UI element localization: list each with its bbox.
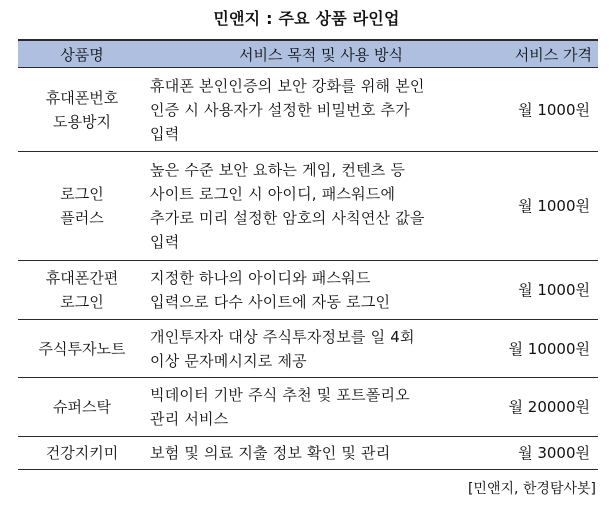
product-name-cell (18, 261, 146, 320)
service-price-cell: 월 1000원 (496, 261, 598, 320)
product-name-line: 로그인 (60, 185, 104, 203)
product-name-cell (18, 152, 146, 261)
table-title: 민앤지 : 주요 상품 라인업 (213, 9, 400, 28)
source-credit: [민앤지, 한경탐사봇] (467, 481, 596, 497)
table-row (18, 320, 598, 378)
table-row (18, 152, 598, 261)
header-row (18, 40, 598, 68)
description-line: 빅데이터 기반 주식 추천 및 포트폴리오 (150, 386, 410, 404)
table-row (18, 437, 598, 470)
product-name-cell (18, 378, 146, 437)
description-line: 관리 서비스 (150, 410, 229, 428)
description-line: 인증 시 사용자가 설정한 비밀번호 추가 (150, 100, 410, 119)
product-name-line: 건강지키미 (45, 444, 119, 462)
product-lineup-table (18, 39, 598, 470)
description-line: 사이트 로그인 시 아이디, 패스워드에 (150, 185, 396, 203)
service-price-cell: 월 10000원 (496, 320, 598, 378)
product-name-line: 플러스 (60, 209, 104, 227)
description-line: 이상 문자메시지로 제공 (150, 351, 307, 370)
description-line: 입력 (150, 124, 180, 143)
description-line: 개인투자자 대상 주식투자정보를 일 4회 (150, 327, 415, 346)
table-row (18, 378, 598, 437)
product-name-cell (18, 68, 146, 152)
description-line: 입력 (150, 233, 180, 251)
header-service-description: 서비스 목적 및 사용 방식 (146, 40, 496, 68)
header-product-name: 상품명 (18, 40, 146, 68)
product-name-line: 로그인 (60, 293, 104, 311)
description-line: 휴대폰 본인인증의 보안 강화를 위해 본인 (150, 76, 425, 95)
table-row (18, 261, 598, 320)
product-name-line: 주식투자노트 (38, 339, 126, 358)
description-line: 추가로 미리 설정한 암호의 사칙연산 값을 (150, 209, 425, 227)
product-name-line: 휴대폰번호 (45, 88, 119, 107)
product-name-line: 도용방지 (53, 112, 111, 131)
product-name-cell (18, 320, 146, 378)
service-description-cell (146, 68, 496, 152)
header-service-price: 서비스 가격 (496, 40, 598, 68)
description-line: 높은 수준 보안 요하는 게임, 컨텐츠 등 (150, 161, 406, 179)
table-row (18, 68, 598, 152)
service-description-cell (146, 437, 496, 470)
service-price-cell: 월 20000원 (496, 378, 598, 437)
product-name-cell (18, 437, 146, 470)
description-line: 보험 및 의료 지출 정보 확인 및 관리 (150, 444, 391, 462)
service-price-cell: 월 1000원 (496, 152, 598, 261)
service-price-cell: 월 3000원 (496, 437, 598, 470)
service-price-cell: 월 1000원 (496, 68, 598, 152)
description-line: 지정한 하나의 아이디와 패스워드 (150, 269, 371, 287)
service-description-cell (146, 378, 496, 437)
product-name-line: 슈퍼스탁 (53, 398, 111, 416)
product-name-line: 휴대폰간편 (45, 269, 119, 287)
description-line: 입력으로 다수 사이트에 자동 로그인 (150, 293, 391, 311)
service-description-cell (146, 320, 496, 378)
service-description-cell (146, 152, 496, 261)
service-description-cell (146, 261, 496, 320)
